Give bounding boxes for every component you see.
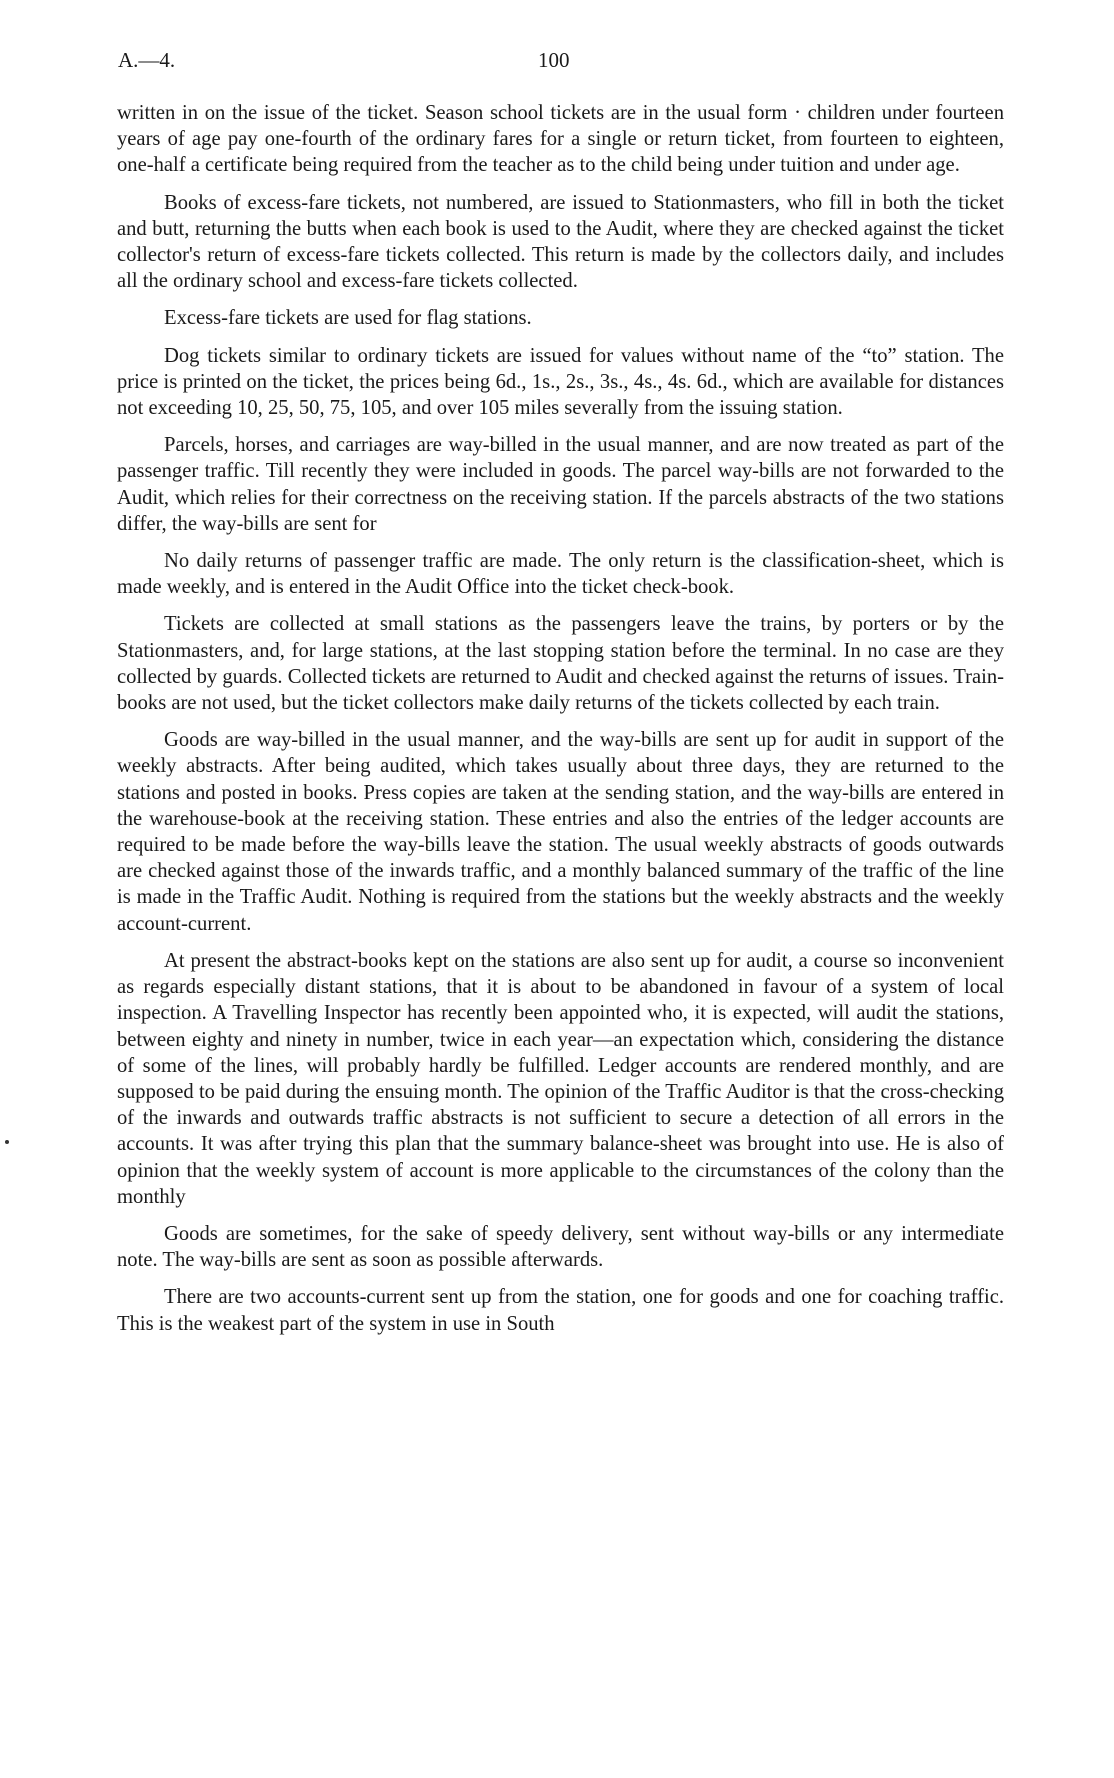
- paragraph: written in on the issue of the ticket. Season school tickets are in the usual form · children under fourteen years of age pay one-fourth of the ordinary fares for a single or return ticket, from fourteen to eighteen, one-half a certificate being required from the teacher as to the child being under tuition and under age.: [117, 102, 1004, 177]
- paragraph: Excess-fare tickets are used for flag stations.: [164, 307, 532, 330]
- paragraph: At present the abstract-books kept on the stations are also sent up for audit, a course so inconvenient as regards especially distant stations, that it is about to be abandoned in favour of a system of local inspection. A Travelling Inspector has recently been appointed who, it is expected, will audit the stations, between eighty and ninety in number, twice in each year—an expectation which, considering the distance of some of the lines, will probably hardly be fulfilled. Ledger accounts are rendered monthly, and are supposed to be paid during the ensuing month. The opinion of the Traffic Auditor is that the cross-checking of the inwards and outwards traffic abstracts is not sufficient to secure a detection of all errors in the accounts. It was after trying this plan that the summary balance-sheet was brought into use. He is also of opinion that the weekly system of account is more applicable to the circumstances of the colony than the monthly: [117, 949, 1004, 1208]
- paragraph: Goods are sometimes, for the sake of speedy delivery, sent without way-bills or any intermediate note. The way-bills are sent as soon as possible afterwards.: [117, 1222, 1004, 1272]
- paragraph: There are two accounts-current sent up from the station, one for goods and one for coaching traffic. This is the weakest part of the system in use in South: [117, 1286, 1004, 1335]
- paragraph: Dog tickets similar to ordinary tickets are issued for values without name of the “to” station. The price is printed on the ticket, the prices being 6d., 1s., 2s., 3s., 4s., 4s. 6d., which are available for distances not exceeding 10, 25, 50, 75, 105, and over 105 miles severally from the issuing station.: [117, 344, 1004, 420]
- paragraph: Parcels, horses, and carriages are way-billed in the usual manner, and are now treated as part of the passenger traffic. Till recently they were included in goods. The parcel way-bills are not forwarded to the Audit, which relies for their correctness on the receiving station. If the parcels abstracts of the two stations differ, the way-bills are sent for: [117, 434, 1004, 535]
- paragraph: No daily returns of passenger traffic are made. The only return is the classification-sheet, which is made weekly, and is entered in the Audit Office into the ticket check-book.: [117, 550, 1004, 599]
- paragraph: Goods are way-billed in the usual manner, and the way-bills are sent up for audit in support of the weekly abstracts. After being audited, which takes usually about three days, they are returned to the stations and posted in books. Press copies are taken at the sending station, and the way-bills are entered in the warehouse-book at the receiving station. These entries and also the entries of the ledger accounts are required to be made before the way-bills leave the station. The usual weekly abstracts of goods outwards are checked against those of the inwards traffic, and a monthly balanced summary of the traffic of the line is made in the Traffic Audit. Nothing is required from the stations but the weekly abstracts and the weekly account-current.: [117, 729, 1004, 935]
- margin-speck: [5, 1140, 9, 1144]
- body-text: [117, 100, 1004, 1348]
- page-number: 100: [538, 48, 570, 72]
- paragraph: Tickets are collected at small stations as the passengers leave the trains, by porters or by the Stationmasters, and, for large stations, at the last stopping station before the terminal. In no case are they collected by guards. Collected tickets are returned to Audit and checked against the returns of issues. Train-books are not used, but the ticket collectors make daily returns of the tickets collected by each train.: [117, 613, 1004, 715]
- document-reference: A.—4.: [118, 48, 176, 72]
- paragraph: Books of excess-fare tickets, not numbered, are issued to Stationmasters, who fill in both the ticket and butt, returning the butts when each book is used to the Audit, where they are checked against the ticket collector's return of excess-fare tickets collected. This return is made by the collectors daily, and includes all the ordinary school and excess-fare tickets collected.: [117, 191, 1004, 293]
- page-header: [118, 48, 1008, 78]
